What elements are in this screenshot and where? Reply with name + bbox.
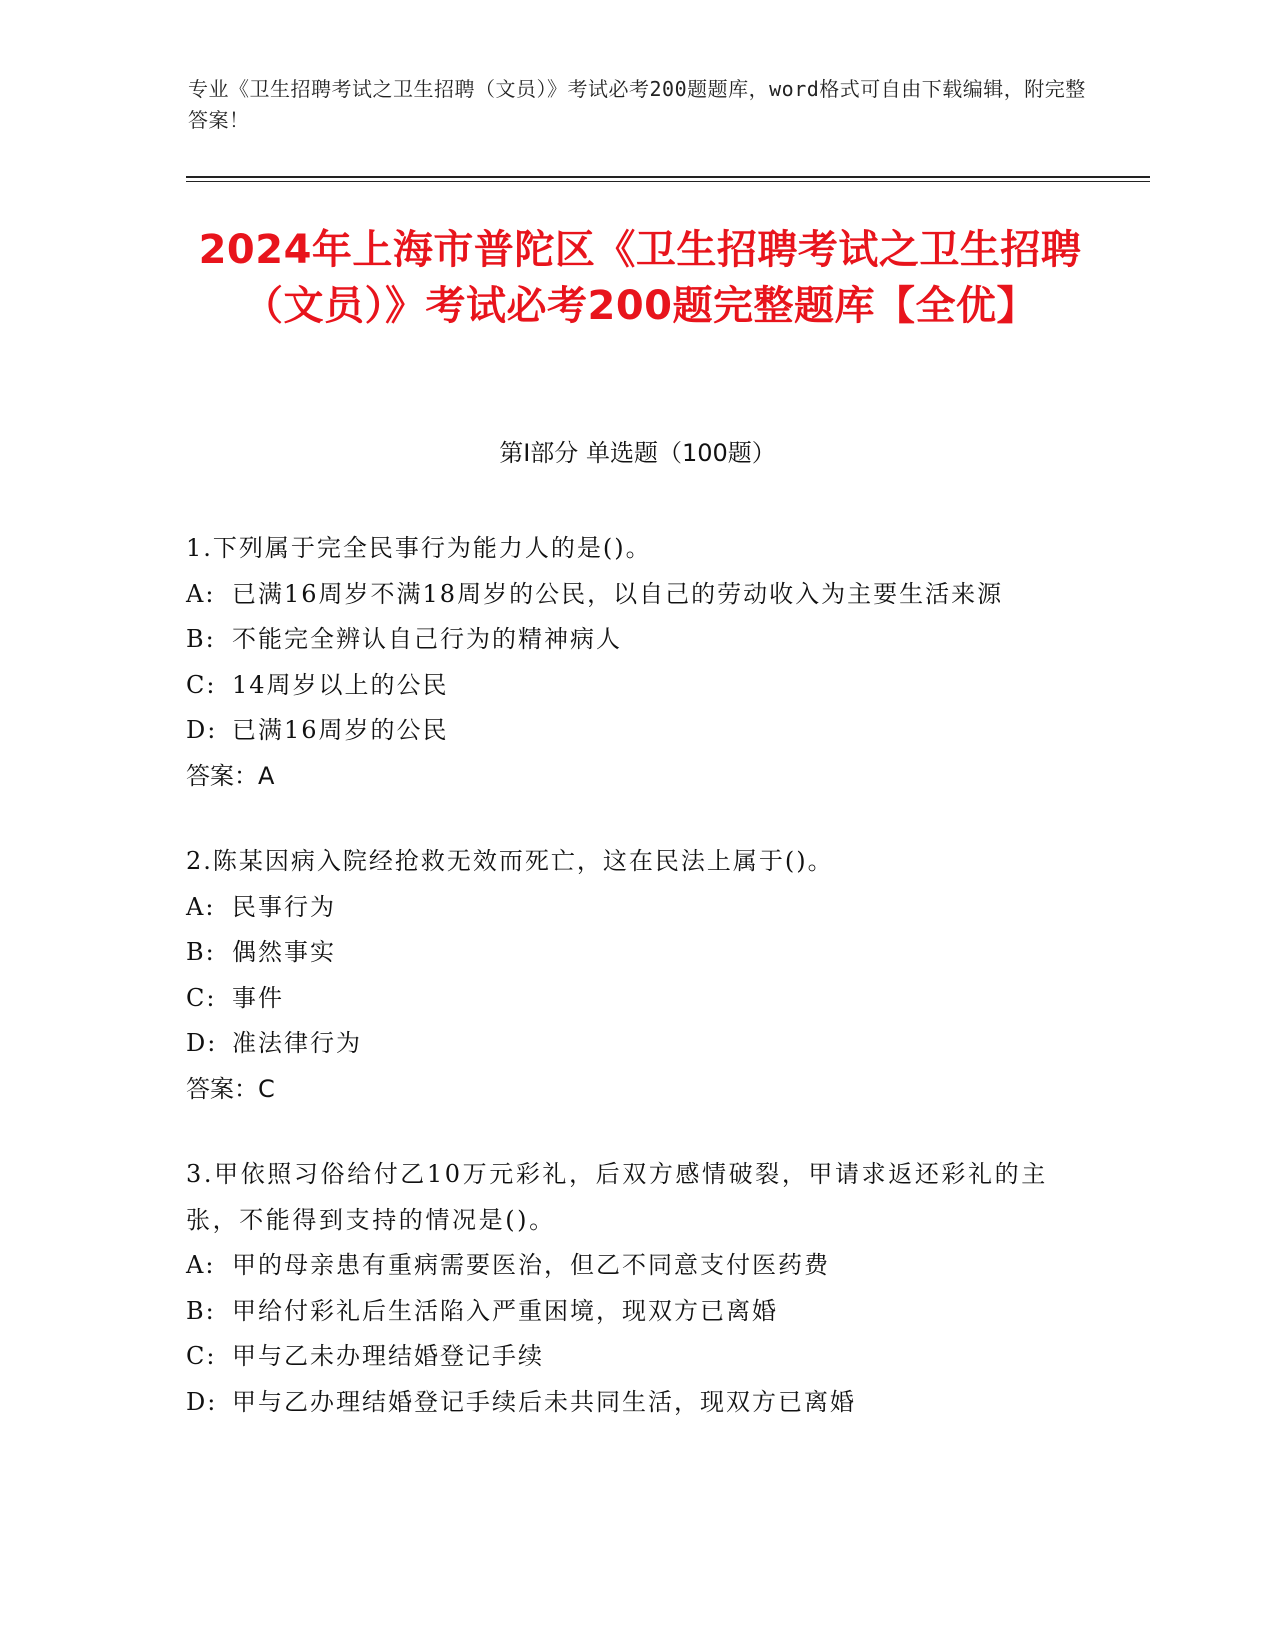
header-note: 专业《卫生招聘考试之卫生招聘（文员）》考试必考200题题库，word格式可自由下载编辑，附完整答案！ [188, 77, 1086, 132]
document-title: 2024年上海市普陀区《卫生招聘考试之卫生招聘（文员）》考试必考200题完整题库【全优】 [198, 227, 1082, 329]
option-d [186, 708, 1086, 754]
option-text: 甲与乙办理结婚登记手续后未共同生活，现双方已离婚 [232, 1387, 856, 1416]
header-rule-thin [186, 181, 1150, 182]
option-label: A: [186, 579, 216, 608]
question-stem: 1.下列属于完全民事行为能力人的是()。 [186, 534, 652, 562]
option-label: D: [186, 716, 218, 744]
option-a [186, 885, 1086, 931]
option-label: B: [186, 625, 216, 653]
option-label: A: [186, 1251, 216, 1279]
section-title: 第I部分 单选题（100题） [499, 439, 776, 467]
option-label: B: [186, 1296, 216, 1325]
option-label: B: [186, 938, 216, 966]
option-text: 14周岁以上的公民 [232, 670, 449, 699]
option-label: C: [186, 670, 217, 699]
question-stem: 3.甲依照习俗给付乙10万元彩礼，后双方感情破裂，甲请求返还彩礼的主张，不能得到支持的情况是()。 [186, 1160, 1048, 1234]
answer: 答案：C [186, 1074, 275, 1103]
option-d [186, 1380, 1086, 1426]
option-b [186, 1289, 1086, 1335]
option-b [186, 930, 1086, 976]
option-text: 已满16周岁的公民 [232, 716, 449, 744]
option-text: 事件 [232, 983, 284, 1012]
option-c [186, 663, 1086, 709]
option-text: 甲给付彩礼后生活陷入严重困境，现双方已离婚 [232, 1296, 778, 1325]
question-1 [186, 526, 1086, 799]
option-text: 已满16周岁不满18周岁的公民，以自己的劳动收入为主要生活来源 [232, 579, 1004, 608]
answer: 答案：A [186, 761, 275, 790]
option-text: 民事行为 [232, 892, 336, 921]
question-2 [186, 839, 1086, 1112]
option-c [186, 1334, 1086, 1380]
option-label: C: [186, 983, 217, 1012]
option-a [186, 572, 1086, 618]
option-c [186, 976, 1086, 1022]
option-text: 甲的母亲患有重病需要医治，但乙不同意支付医药费 [232, 1251, 830, 1279]
question-3 [186, 1152, 1086, 1425]
option-label: D: [186, 1387, 218, 1416]
option-text: 甲与乙未办理结婚登记手续 [232, 1342, 544, 1370]
option-label: D: [186, 1029, 218, 1057]
option-d [186, 1021, 1086, 1067]
option-label: A: [186, 892, 216, 921]
option-b [186, 617, 1086, 663]
option-text: 偶然事实 [232, 938, 336, 966]
option-a [186, 1243, 1086, 1289]
header-rule-thick [186, 176, 1150, 178]
option-label: C: [186, 1342, 217, 1370]
option-text: 不能完全辨认自己行为的精神病人 [232, 625, 622, 653]
question-list [186, 526, 1086, 1465]
question-stem: 2.陈某因病入院经抢救无效而死亡，这在民法上属于()。 [186, 847, 834, 875]
option-text: 准法律行为 [232, 1029, 362, 1057]
